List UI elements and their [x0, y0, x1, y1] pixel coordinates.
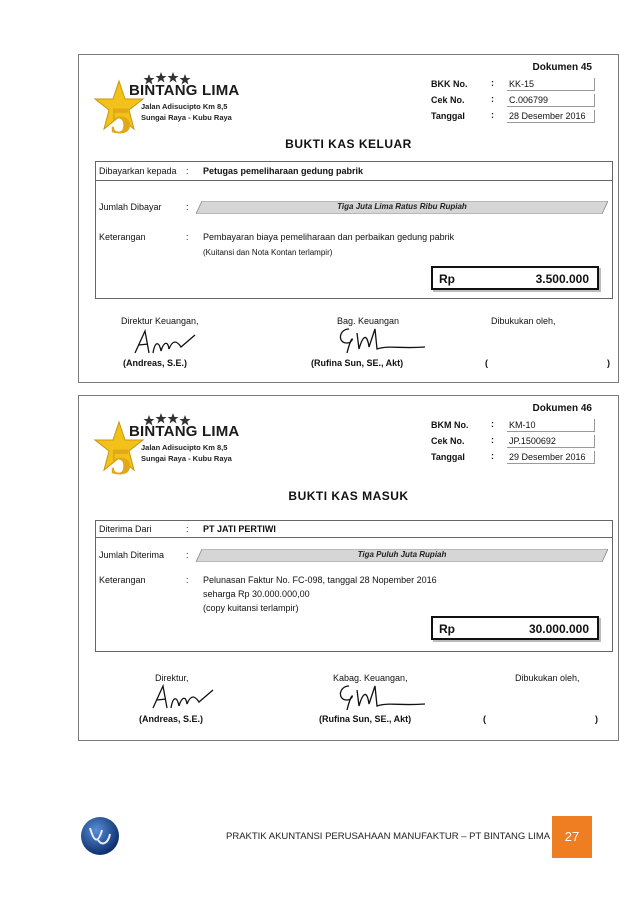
voucher-title: BUKTI KAS KELUAR	[285, 137, 412, 151]
meta-label: Cek No.	[431, 436, 465, 446]
amount-box	[431, 616, 599, 640]
note-line-1: Pembayaran biaya pemeliharaan dan perbaikan gedung pabrik	[203, 232, 455, 242]
meta-colon: :	[491, 435, 494, 445]
publisher-logo-icon	[80, 816, 120, 856]
note-line-3: (copy kuitansi terlampir)	[203, 603, 299, 613]
meta-value: 29 Desember 2016	[507, 451, 595, 464]
amount-value: 30.000.000	[528, 622, 589, 636]
document-number: Dokumen 46	[532, 403, 592, 414]
party-label: Diterima Dari	[99, 524, 152, 534]
address-line-2: Sungai Raya - Kubu Raya	[141, 454, 232, 463]
voucher-body	[95, 161, 613, 299]
signature-2-icon	[329, 680, 439, 714]
note-colon: :	[186, 232, 189, 242]
signature-2-icon	[329, 323, 439, 357]
note-label: Keterangan	[99, 575, 146, 585]
page-number: 27	[552, 816, 592, 858]
divider	[96, 180, 612, 181]
meta-colon: :	[491, 94, 494, 104]
note-line-2: seharga Rp 30.000.000,00	[203, 589, 310, 599]
svg-text:5: 5	[109, 102, 133, 142]
note-colon: :	[186, 575, 189, 585]
meta-row-check	[431, 93, 601, 109]
document-number: Dokumen 45	[532, 62, 592, 73]
meta-colon: :	[491, 110, 494, 120]
meta-row-number	[431, 418, 601, 434]
party-value: Petugas pemeliharaan gedung pabrik	[203, 166, 364, 176]
amount-in-words-band	[196, 549, 608, 562]
signatory-3-close-paren: )	[607, 358, 610, 368]
address-line-1: Jalan Adisucipto Km 8,5	[141, 102, 228, 111]
party-label: Dibayarkan kepada	[99, 166, 177, 176]
company-name: BINTANG LIMA	[129, 423, 240, 440]
amount-box	[431, 266, 599, 290]
amount-colon: :	[186, 202, 189, 212]
meta-row-date	[431, 450, 601, 466]
voucher-meta	[431, 418, 601, 466]
cash-in-voucher	[78, 395, 619, 741]
svg-text:5: 5	[109, 443, 133, 483]
meta-row-check	[431, 434, 601, 450]
party-value: PT JATI PERTIWI	[203, 524, 276, 534]
signatory-2-name: (Rufina Sun, SE., Akt)	[319, 714, 412, 724]
cash-out-voucher	[78, 54, 619, 383]
signatory-2-name: (Rufina Sun, SE., Akt)	[311, 358, 404, 368]
amount-colon: :	[186, 550, 189, 560]
company-name: BINTANG LIMA	[129, 82, 240, 99]
meta-value: C.006799	[507, 94, 595, 107]
company-logo	[89, 410, 259, 492]
meta-row-number	[431, 77, 601, 93]
signature-1-icon	[149, 682, 219, 712]
signatory-1-name: (Andreas, S.E.)	[123, 358, 188, 368]
meta-label: Tanggal	[431, 452, 465, 462]
company-address	[141, 101, 232, 123]
meta-value: JP.1500692	[507, 435, 595, 448]
meta-colon: :	[491, 451, 494, 461]
meta-colon: :	[491, 78, 494, 88]
signatory-3-title: Dibukukan oleh,	[491, 316, 556, 326]
amount-in-words-band	[196, 201, 608, 214]
note-line-2: (Kuitansi dan Nota Kontan terlampir)	[203, 248, 333, 257]
signatory-3-open-paren: (	[485, 358, 488, 368]
meta-value: 28 Desember 2016	[507, 110, 595, 123]
signatory-2-title: Bag. Keuangan	[337, 316, 400, 326]
signatory-2-title: Kabag. Keuangan,	[333, 673, 408, 683]
divider	[96, 537, 612, 538]
note-line-1: Pelunasan Faktur No. FC-098, tanggal 28 Nopember 2016	[203, 575, 437, 585]
meta-label: Cek No.	[431, 95, 465, 105]
meta-value: KM-10	[507, 419, 595, 432]
meta-colon: :	[491, 419, 494, 429]
voucher-meta	[431, 77, 601, 125]
currency-label: Rp	[439, 622, 455, 636]
amount-in-words: Tiga Puluh Juta Rupiah	[357, 550, 447, 559]
signatory-3-open-paren: (	[483, 714, 486, 724]
voucher-body	[95, 520, 613, 652]
meta-label: BKK No.	[431, 79, 468, 89]
meta-value: KK-15	[507, 78, 595, 91]
signatory-1-title: Direktur Keuangan,	[121, 316, 199, 326]
signature-1-icon	[131, 327, 201, 357]
signatory-1-name: (Andreas, S.E.)	[139, 714, 204, 724]
note-label: Keterangan	[99, 232, 146, 242]
signatory-3-close-paren: )	[595, 714, 598, 724]
address-line-1: Jalan Adisucipto Km 8,5	[141, 443, 228, 452]
meta-label: BKM No.	[431, 420, 469, 430]
signatory-3-title: Dibukukan oleh,	[515, 673, 580, 683]
footer-title: PRAKTIK AKUNTANSI PERUSAHAAN MANUFAKTUR – PT BINTANG LIMA	[226, 831, 551, 842]
meta-row-date	[431, 109, 601, 125]
signatory-1-title: Direktur,	[155, 673, 189, 683]
company-address	[141, 442, 232, 464]
voucher-title: BUKTI KAS MASUK	[288, 489, 409, 503]
amount-label: Jumlah Dibayar	[99, 202, 162, 212]
party-colon: :	[186, 524, 189, 534]
address-line-2: Sungai Raya - Kubu Raya	[141, 113, 232, 122]
amount-value: 3.500.000	[535, 272, 589, 286]
meta-label: Tanggal	[431, 111, 465, 121]
amount-in-words: Tiga Juta Lima Ratus Ribu Rupiah	[337, 202, 467, 211]
currency-label: Rp	[439, 272, 455, 286]
amount-label: Jumlah Diterima	[99, 550, 165, 560]
party-colon: :	[186, 166, 189, 176]
